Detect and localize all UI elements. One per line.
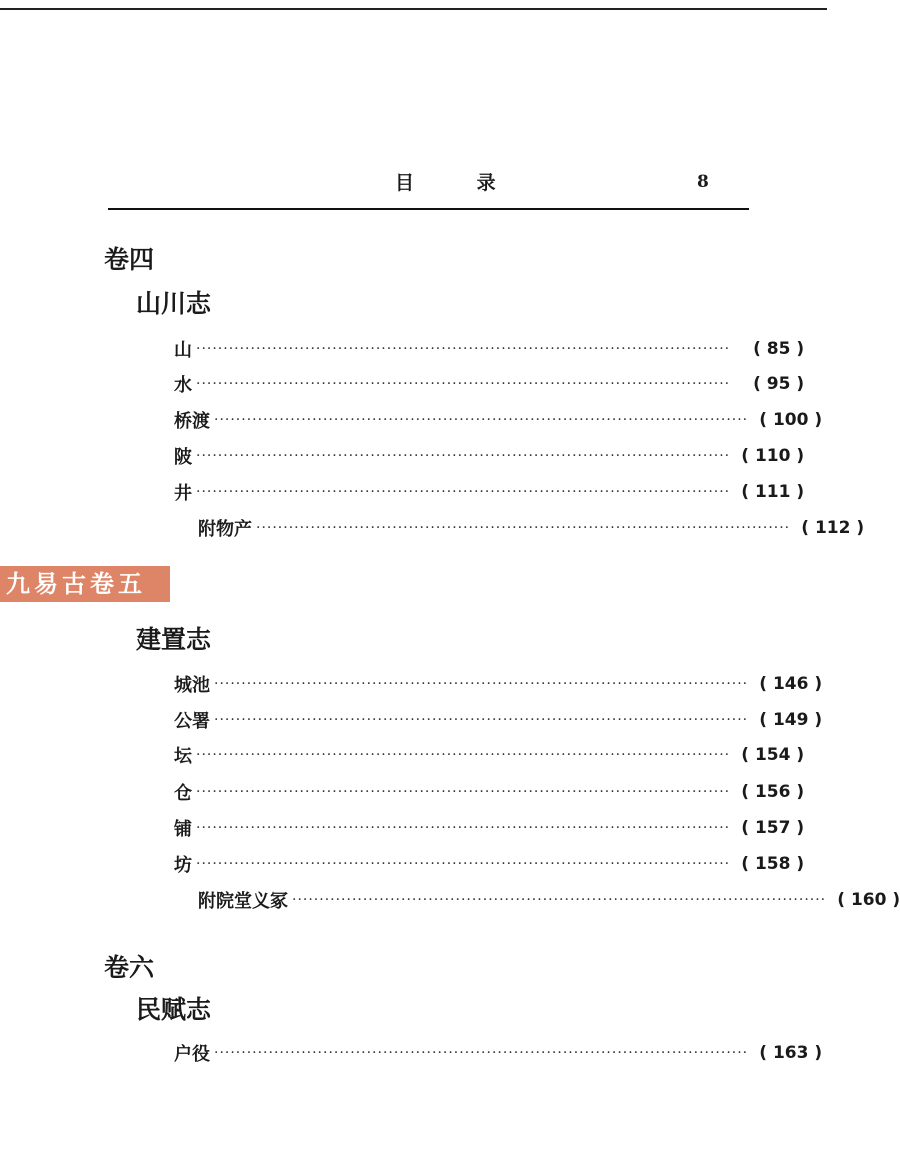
juan-heading-4: 卷四 [104,245,155,274]
toc-entry-label: 桥渡 [174,411,210,432]
toc-entry-label: 铺 [174,819,192,840]
toc-entry-label: 水 [174,375,192,396]
toc-entry[interactable] [174,336,805,362]
dot-leader: ·································································································· [214,676,749,692]
header-rule [108,208,749,210]
toc-entry[interactable] [174,671,823,697]
toc-entry-page: ( 157 ) [741,818,805,838]
toc-entry-page: ( 85 ) [753,339,805,359]
toc-entry[interactable] [174,479,805,505]
toc-subentry[interactable] [198,515,865,541]
toc-entry-label: 仓 [174,783,192,804]
toc-entry-label: 城池 [174,675,210,696]
toc-entry-page: ( 95 ) [753,374,805,394]
toc-entry-label: 公署 [174,711,210,732]
dot-leader: ·································································································· [214,712,749,728]
toc-entry-label: 井 [174,483,192,504]
toc-entry-label: 坛 [174,746,192,767]
zhi-heading-jianzhi: 建置志 [136,625,212,654]
toc-entry-page: ( 112 ) [801,518,865,538]
page-header-title: 目 录 [395,172,524,194]
toc-subentry[interactable] [198,887,900,913]
dot-leader: ·································································································· [256,520,791,536]
toc-entry[interactable] [174,407,823,433]
toc-entry-label: 户役 [174,1044,210,1065]
dot-leader: ·································································································· [214,1045,749,1061]
toc-entry[interactable] [174,371,805,397]
toc-entry[interactable] [174,742,805,768]
dot-leader: ·································································································· [196,448,731,464]
page-number: 8 [697,172,709,192]
toc-entry[interactable] [174,779,805,805]
toc-entry-label: 坊 [174,855,192,876]
toc-entry-page: ( 146 ) [759,674,823,694]
dot-leader: ·································································································· [214,412,749,428]
toc-entry[interactable] [174,851,805,877]
juan-heading-6: 卷六 [104,953,155,982]
toc-entry-page: ( 160 ) [837,890,900,910]
dot-leader: ·································································································· [292,892,827,908]
toc-entry[interactable] [174,443,805,469]
toc-entry[interactable] [174,1040,823,1066]
toc-entry-page: ( 100 ) [759,410,823,430]
watermark-banner: 九易古卷五 [0,566,170,602]
toc-entry-page: ( 110 ) [741,446,805,466]
toc-entry-page: ( 111 ) [741,482,805,502]
dot-leader: ·································································································· [196,376,731,392]
dot-leader: ·································································································· [196,856,731,872]
toc-entry[interactable] [174,707,823,733]
dot-leader: ·································································································· [196,820,731,836]
top-border-rule [0,8,827,10]
toc-entry-label: 附院堂义冢 [198,891,288,912]
toc-entry[interactable] [174,815,805,841]
toc-entry-label: 陂 [174,447,192,468]
toc-entry-label: 附物产 [198,519,252,540]
dot-leader: ·································································································· [196,484,731,500]
toc-entry-page: ( 156 ) [741,782,805,802]
dot-leader: ·································································································· [196,784,731,800]
dot-leader: ·································································································· [196,341,731,357]
toc-entry-label: 山 [174,340,192,361]
zhi-heading-shanchuan: 山川志 [136,289,212,318]
toc-entry-page: ( 154 ) [741,745,805,765]
zhi-heading-minfu: 民赋志 [136,995,212,1024]
toc-entry-page: ( 163 ) [759,1043,823,1063]
toc-entry-page: ( 149 ) [759,710,823,730]
toc-entry-page: ( 158 ) [741,854,805,874]
dot-leader: ·································································································· [196,747,731,763]
